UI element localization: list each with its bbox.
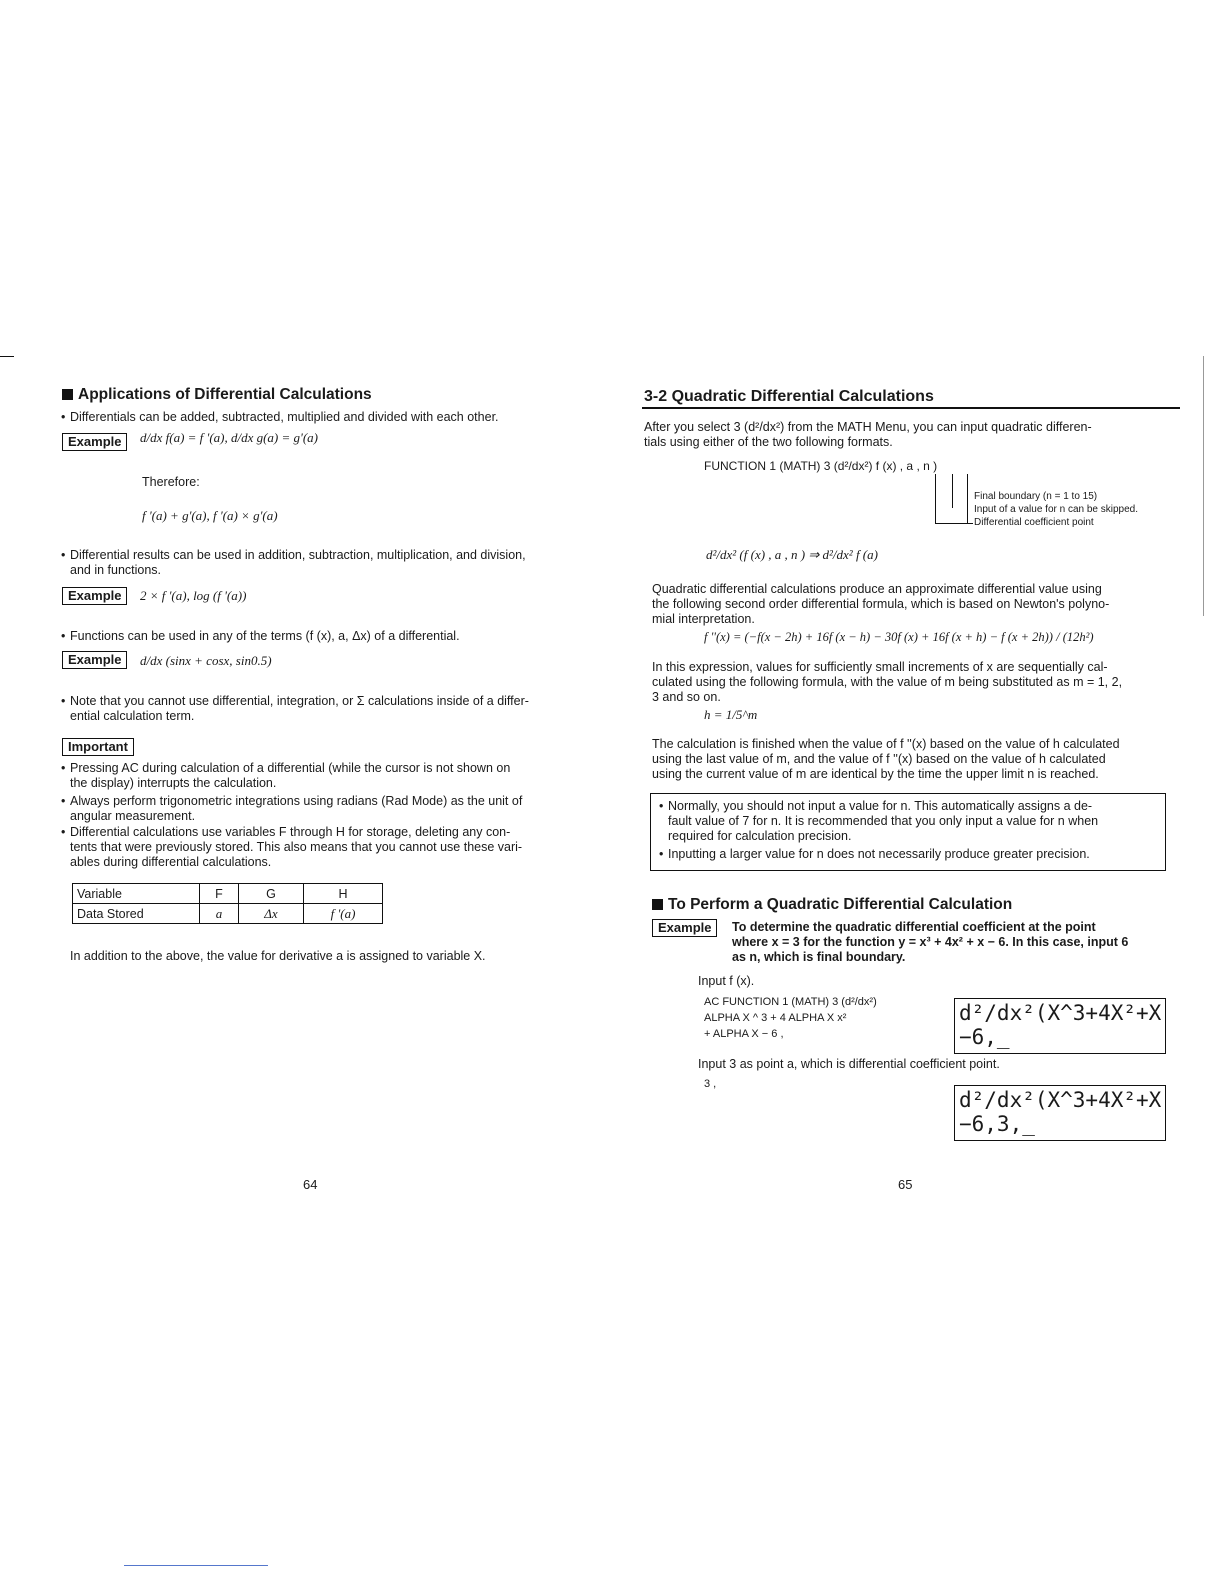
annotation-line: [935, 523, 973, 524]
h-formula: h = 1/5^m: [704, 707, 758, 722]
lcd-line: d²/dx²(X^3+4X²+X: [959, 1001, 1162, 1025]
calculator-display-2: [954, 1085, 1166, 1141]
annotation-line: [952, 474, 953, 508]
example2-formula: 2 × f '(a), log (f '(a)): [140, 588, 247, 603]
annotation-line: [935, 474, 936, 524]
lcd-line: −6,_: [959, 1025, 1010, 1049]
page-number-right: 65: [898, 1177, 913, 1192]
therefore-label: Therefore:: [142, 475, 200, 489]
lcd-line: d²/dx²(X^3+4X²+X: [959, 1088, 1162, 1112]
example-label-2: Example: [62, 587, 127, 605]
section-title: 3-2 Quadratic Differential Calculations: [644, 388, 934, 405]
example-label-right: Example: [652, 919, 717, 937]
key-sequence-row-4: 3 ,: [704, 1078, 717, 1090]
closing-note: In addition to the above, the value for derivative a is assigned to variable X.: [70, 949, 486, 963]
section-underline: [642, 407, 1180, 409]
annotation-coefficient-point: Differential coefficient point: [974, 517, 1094, 528]
table-cell: G: [239, 884, 304, 904]
section-heading-perform: To Perform a Quadratic Differential Calculation: [652, 896, 1012, 914]
table-row: [73, 904, 383, 924]
example-label-3: Example: [62, 651, 127, 669]
key-sequence-row-1: AC FUNCTION 1 (MATH) 3 (d²/dx²): [704, 996, 877, 1008]
paragraph-approximation: Quadratic differential calculations produce an approximate differential value using the following second order differential formula, which is based on Newton's polyno- mial interpretation.: [652, 582, 1110, 626]
bullet-functions-terms: • Functions can be used in any of the terms (f (x), a, Δx) of a differential.: [61, 629, 460, 643]
format-formula: d²/dx² (f (x) , a , n ) ⇒ d²/dx² f (a): [706, 547, 878, 562]
step-input-fx: Input f (x).: [698, 974, 755, 988]
table-cell: Δx: [239, 904, 304, 924]
annotation-skip-input: Input of a value for n can be skipped.: [974, 504, 1138, 515]
bullet-differentials-arithmetic: • Differentials can be added, subtracted, multiplied and divided with each other.: [61, 410, 499, 424]
therefore-formula: f '(a) + g'(a), f '(a) × g'(a): [142, 508, 278, 523]
important-item-variables: • Differential calculations use variables F through H for storage, deleting any con- tents that were previously stored. This also means that you cannot use these vari- ables during differential calculations.: [61, 825, 523, 869]
paragraph-finish-condition: The calculation is finished when the value of f ''(x) based on the value of h calculated using the last value of m, and the value of f ''(x) based on the value of h calculated using the current value of m are identical by the time the upper limit n is reached.: [652, 737, 1120, 781]
square-bullet-icon: [652, 899, 663, 910]
table-cell: Data Stored: [73, 904, 200, 924]
newton-formula: f ''(x) = (−f(x − 2h) + 16f (x − h) − 30f (x) + 16f (x + h) − f (x + 2h)) / (12h²): [704, 630, 1094, 644]
square-bullet-icon: [62, 389, 73, 400]
annotation-line: [967, 474, 968, 524]
example1-formula: d/dx f(a) = f '(a), d/dx g(a) = g'(a): [140, 430, 318, 445]
example-description: To determine the quadratic differential coefficient at the point where x = 3 for the function y = x³ + 4x² + x − 6. In this case, input 6 as n, which is final boundary.: [732, 920, 1129, 964]
bullet-results-in-functions: • Differential results can be used in addition, subtraction, multiplication, and division, and in functions.: [61, 548, 526, 577]
section-heading-applications: Applications of Differential Calculations: [62, 386, 372, 404]
example-label: Example: [62, 433, 127, 451]
important-item-ac-interrupt: • Pressing AC during calculation of a differential (while the cursor is not shown on the display) interrupts the calculation.: [61, 761, 511, 790]
important-label: Important: [62, 738, 134, 756]
table-header-row: [73, 884, 383, 904]
right-page: [612, 0, 1224, 1584]
table-cell: Variable: [73, 884, 200, 904]
page-number-left: 64: [303, 1177, 318, 1192]
variable-storage-table: [72, 883, 383, 924]
bullet-no-nested-calculations: • Note that you cannot use differential, integration, or Σ calculations inside of a differ- ential calculation term.: [61, 694, 529, 723]
blue-rule: [124, 1565, 268, 1566]
note-precision: • Inputting a larger value for n does not necessarily produce greater precision.: [659, 847, 1090, 861]
table-cell: H: [304, 884, 383, 904]
lcd-line: −6,3,_: [959, 1112, 1035, 1136]
calculator-display-1: [954, 998, 1166, 1054]
step-input-point: Input 3 as point a, which is differential coefficient point.: [698, 1057, 1000, 1071]
paragraph-increments: In this expression, values for sufficiently small increments of x are sequentially cal- culated using the following formula, with the value of m being substituted as m = 1, 2, 3 and so on.: [652, 660, 1123, 704]
key-sequence: FUNCTION 1 (MATH) 3 (d²/dx²) f (x) , a , n ): [704, 459, 938, 473]
intro-text: After you select 3 (d²/dx²) from the MATH Menu, you can input quadratic differen- tials using either of the two following formats.: [644, 420, 1092, 449]
key-sequence-row-2: ALPHA X ^ 3 + 4 ALPHA X x²: [704, 1012, 847, 1024]
table-cell: F: [200, 884, 239, 904]
important-item-radians: • Always perform trigonometric integrations using radians (Rad Mode) as the unit of angular measurement.: [61, 794, 523, 823]
table-cell: f '(a): [304, 904, 383, 924]
note-default-n: • Normally, you should not input a value for n. This automatically assigns a de- fault value of 7 for n. It is recommended that you only input a value for n when required for calculation precision.: [659, 799, 1099, 843]
key-sequence-row-3: + ALPHA X − 6 ,: [704, 1028, 784, 1040]
example3-formula: d/dx (sinx + cosx, sin0.5): [140, 653, 272, 668]
crop-mark: [0, 356, 14, 357]
table-cell: a: [200, 904, 239, 924]
annotation-final-boundary: Final boundary (n = 1 to 15): [974, 491, 1098, 502]
